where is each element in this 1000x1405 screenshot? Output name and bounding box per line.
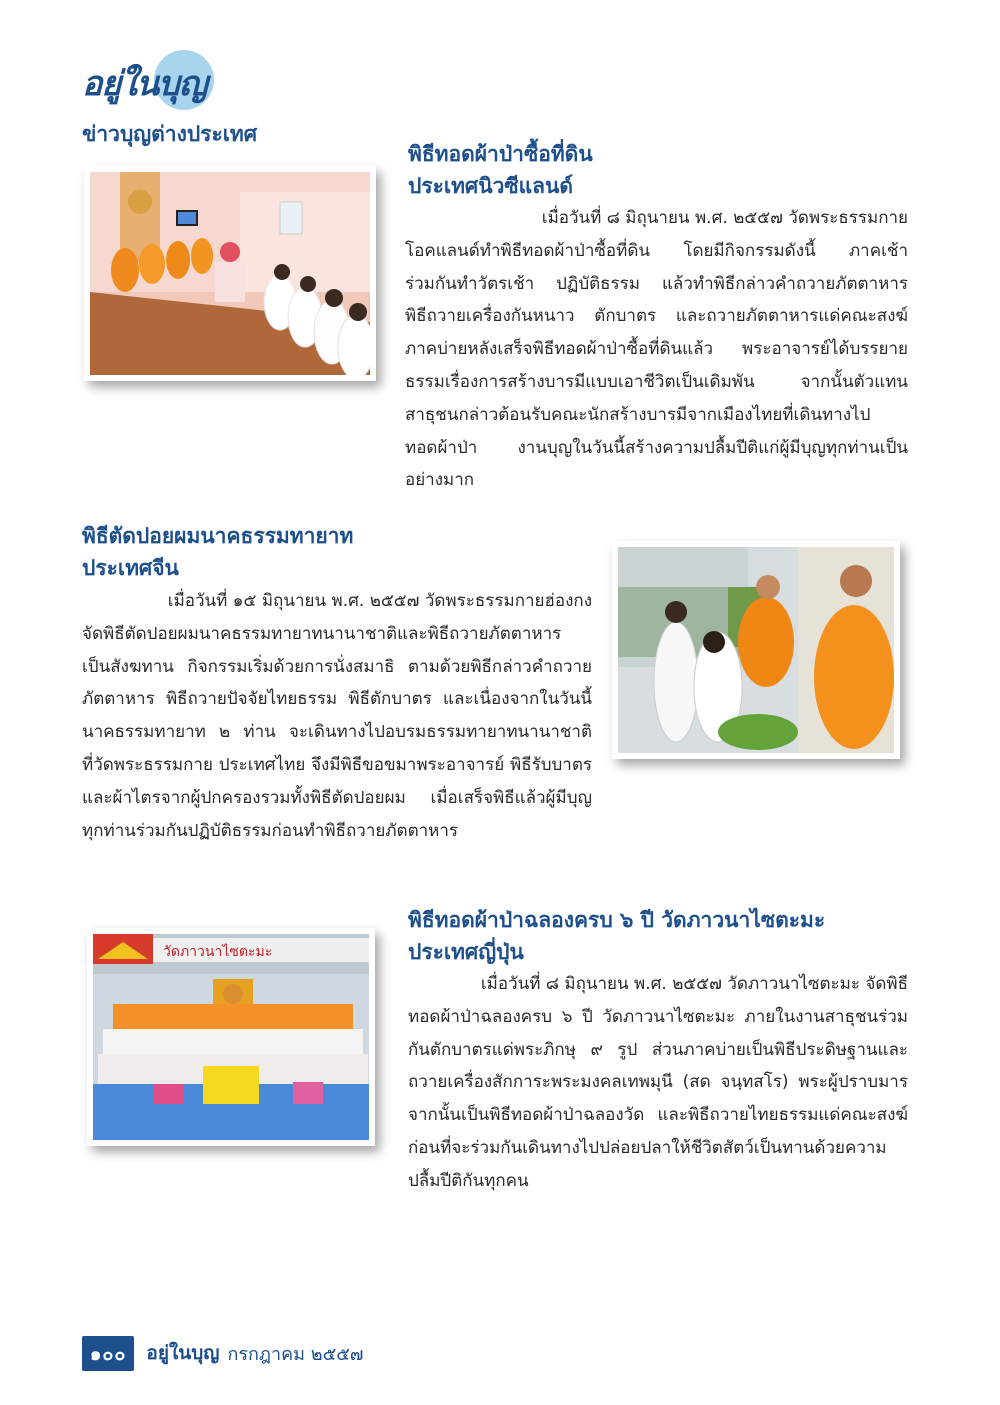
article3-title-line2: ประเทศญี่ปุ่น	[408, 940, 524, 964]
article1-line: สาธุชนกล่าวต้อนรับคณะนักสร้างบารมีจากเมืองไทยที่เดินทางไป	[405, 404, 871, 425]
article2-line: ภัตตาหาร พิธีถวายปัจจัยไทยธรรม พิธีตักบาตร และเนื่องจากในวันนี้	[82, 689, 592, 710]
article2-line: เมื่อวันที่ ๑๕ มิถุนายน พ.ศ. ๒๕๕๗ วัดพระธรรมกายฮ่องกง	[102, 591, 592, 611]
article3-line: ก่อนที่จะร่วมกันเดินทางไปปล่อยปลาให้ชีวิตสัตว์เป็นทานด้วยความ	[408, 1137, 887, 1158]
article1-line: ร่วมกันทำวัตรเช้า ปฏิบัติธรรม แล้วทำพิธีกล่าวคำถวายภัตตาหาร	[405, 273, 908, 294]
article3-line: ปลื้มปีติกันทุกคน	[408, 1170, 529, 1191]
logo-text: อยู่ในบุญ	[82, 64, 207, 104]
article3-photo	[87, 928, 375, 1146]
article1-line: ทอดผ้าป่า งานบุญในวันนี้สร้างความปลื้มปีติแก่ผู้มีบุญทุกท่านเป็น	[405, 437, 908, 458]
article2-line: จัดพิธีตัดปอยผมนาคธรรมทายาทนานาชาติและพิธีถวายภัตตาหาร	[82, 623, 562, 644]
issue-date: กรกฎาคม ๒๕๕๗	[227, 1343, 364, 1365]
article1-photo	[84, 166, 376, 381]
article1-body	[405, 202, 908, 497]
page-footer	[82, 1337, 363, 1369]
article2-line: และผ้าไตรจากผู้ปกครองรวมทั้งพิธีตัดปอยผม เมื่อเสร็จพิธีแล้วผู้มีบุญ	[82, 787, 592, 808]
article2-title-line2: ประเทศจีน	[82, 556, 179, 580]
article3-line: จากนั้นเป็นพิธีทอดผ้าป่าฉลองวัด และพิธีถวายไทยธรรมแด่คณะสงฆ์	[408, 1105, 908, 1126]
article2-line: นาคธรรมทายาท ๒ ท่าน จะเดินทางไปอบรมธรรมทายาทนานาชาติ	[82, 722, 592, 743]
article2-body	[82, 585, 592, 847]
article1-line: โอคแลนด์ทำพิธีทอดผ้าป่าซื้อที่ดิน โดยมีกิจกรรมดังนี้ ภาคเช้า	[405, 240, 908, 261]
article3-title	[408, 904, 825, 968]
article1-line: พิธีถวายเครื่องกันหนาว ตักบาตร และถวายภัตตาหารแด่คณะสงฆ์	[405, 306, 908, 327]
article3-photo-banner: วัดภาวนาไซตะมะ	[163, 944, 273, 960]
article3-line: กันตักบาตรแด่พระภิกษุ ๙ รูป ส่วนภาคบ่ายเป็นพิธีประดิษฐานและ	[408, 1039, 908, 1060]
magazine-logo	[82, 50, 222, 120]
article2-line: ที่วัดพระธรรมกาย ประเทศไทย จึงมีพิธีขอขมาพระอาจารย์ พิธีรับบาตร	[82, 754, 592, 775]
article1-title	[408, 138, 593, 202]
article3-body	[408, 968, 908, 1198]
article3-line: ถวายเครื่องสักการะพระมงคลเทพมุนี (สด จนฺทสโร) พระผู้ปราบมาร	[408, 1072, 908, 1093]
article2-photo	[612, 541, 900, 759]
article3-title-line1: พิธีทอดผ้าป่าฉลองครบ ๖ ปี วัดภาวนาไซตะมะ	[408, 908, 826, 932]
magazine-name: อยู่ในบุญ	[146, 1342, 220, 1364]
article1-line: อย่างมาก	[405, 470, 475, 491]
article2-title-line1: พิธีตัดปอยผมนาคธรรมทายาท	[82, 524, 354, 548]
article2-line: เป็นสังฆทาน กิจกรรมเริ่มด้วยการนั่งสมาธิ ตามด้วยพิธีกล่าวคำถวาย	[82, 656, 592, 677]
section-title: ข่าวบุญต่างประเทศ	[82, 122, 258, 146]
article1-title-line2: ประเทศนิวซีแลนด์	[408, 174, 574, 198]
article3-line: ทอดผ้าป่าฉลองครบ ๖ ปี วัดภาวนาไซตะมะ ภายในงานสาธุชนร่วม	[408, 1006, 908, 1027]
article1-line: ธรรมเรื่องการสร้างบารมีแบบเอาชีวิตเป็นเดิมพัน จากนั้นตัวแทน	[405, 371, 908, 392]
page-number: ๑๐๐	[82, 1336, 134, 1371]
article2-title	[82, 520, 353, 584]
article1-title-line1: พิธีทอดผ้าป่าซื้อที่ดิน	[408, 142, 593, 166]
article3-line: เมื่อวันที่ ๘ มิถุนายน พ.ศ. ๒๕๕๗ วัดภาวนาไซตะมะ จัดพิธี	[416, 974, 908, 994]
article2-line: ทุกท่านร่วมกันปฏิบัติธรรมก่อนทำพิธีถวายภัตตาหาร	[82, 820, 459, 841]
article1-line: ภาคบ่ายหลังเสร็จพิธีทอดผ้าป่าซื้อที่ดินแล้ว พระอาจารย์ได้บรรยาย	[405, 339, 908, 360]
article1-line: เมื่อวันที่ ๘ มิถุนายน พ.ศ. ๒๕๕๗ วัดพระธรรมกาย	[476, 208, 908, 228]
